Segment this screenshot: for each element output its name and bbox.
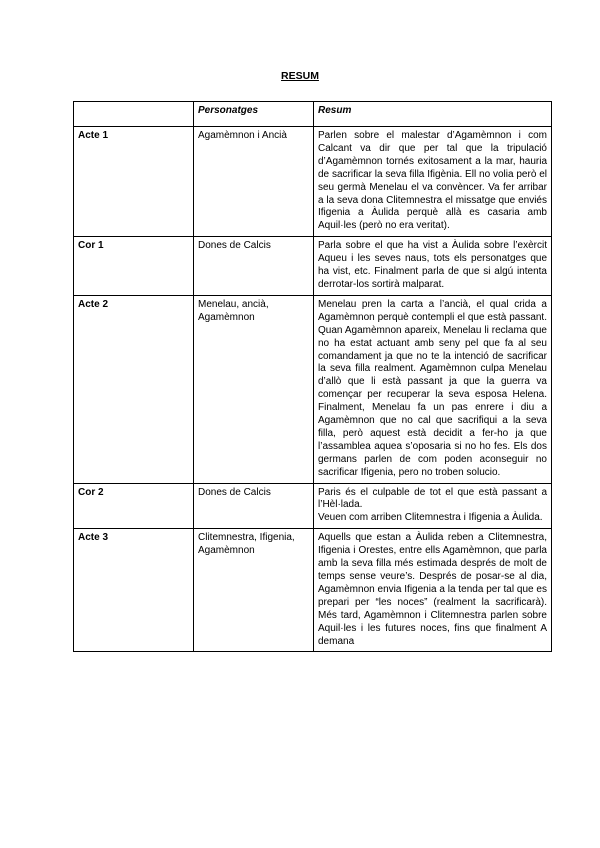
summary-paragraph: Veuen com arriben Clitemnestra i Ifigenia a Àulida.	[318, 512, 543, 524]
header-summary: Resum	[314, 102, 552, 127]
summary-paragraph: Parla sobre el que ha vist a Àulida sobre l’exèrcit Aqueu i les seves naus, tots els personatges que ha vist, etc. Finalment parla de que si algú intenta derrotar-los sortirà malparat.	[318, 240, 547, 290]
table-header-row	[74, 102, 552, 127]
row-part: Cor 1	[74, 237, 194, 296]
row-summary	[314, 237, 552, 296]
summary-paragraph: Paris és el culpable de tot el que està passant a l’Hèl·lada.	[318, 486, 547, 511]
summary-paragraph: Menelau pren la carta a l’ancià, el qual crida a Agamèmnon perquè contempli el que està passant. Quan Agamèmnon apareix, Menelau li reclama que no ha estat actuant amb seny pel que fa al seu comandament ja que no te la intenció de sacrificar la seva filla realment. Agamèmnon culpa Menelau d’allò que li està passant ja que la guerra va començar per recuperar la seva esposa Helena. Finalment, Menelau fa un pas enrere i diu a Agamèmnon que no cal que sacrifiqui a la seva filla, però aquest està decidit a fer-ho ja que l’assamblea aquea s’oposaria si no ho fes. Els dos germans parlen de com poden aconseguir no sacrificar Ifigenia, pero no troben solucio.	[318, 298, 547, 478]
row-summary	[314, 529, 552, 652]
header-part	[74, 102, 194, 127]
table-body	[74, 127, 552, 652]
row-characters: Clitemnestra, Ifigenia, Agamèmnon	[194, 529, 314, 652]
document-title: RESUM	[281, 70, 319, 82]
row-part: Cor 2	[74, 483, 194, 529]
row-summary	[314, 483, 552, 529]
row-part: Acte 1	[74, 127, 194, 237]
summary-table	[73, 101, 552, 652]
table-row	[74, 295, 552, 483]
row-characters: Menelau, ancià, Agamèmnon	[194, 295, 314, 483]
table-row	[74, 237, 552, 296]
table-row	[74, 483, 552, 529]
summary-paragraph: Aquells que estan a Àulida reben a Clitemnestra, Ifigenia i Orestes, entre ells Agamèmnon, que parla amb la seva filla més estimada després de molt de temps sense veure’s. Després de posar-se al dia, Agamèmnon envia Ifigenia a la tenda per tal que es prepari per “les noces” (realment la sacrificarà). Més tard, Agamèmnon i Clitemnestra parlen sobre Aquil·les i les futures noces, fins que finalment A demana	[318, 532, 547, 647]
row-summary	[314, 295, 552, 483]
summary-paragraph: Parlen sobre el malestar d’Agamèmnon i com Calcant va dir que per tal que la tripulació d’Agamèmnon tornés exitosament a la mar, hauria de sacrificar la seva filla Ifigènia. Ell no volia però el seu germà Menelau el va convèncer. Va fer arribar a la seva dona Clitemnestra el missatge que enviés Ifigenia a Àulida perquè allà es casaria amb Aquil·les (però no era veritat).	[318, 130, 547, 232]
row-part: Acte 3	[74, 529, 194, 652]
row-part: Acte 2	[74, 295, 194, 483]
table-row	[74, 529, 552, 652]
row-characters: Dones de Calcis	[194, 483, 314, 529]
row-characters: Agamèmnon i Ancià	[194, 127, 314, 237]
header-characters: Personatges	[194, 102, 314, 127]
row-summary	[314, 127, 552, 237]
table-row	[74, 127, 552, 237]
row-characters: Dones de Calcis	[194, 237, 314, 296]
